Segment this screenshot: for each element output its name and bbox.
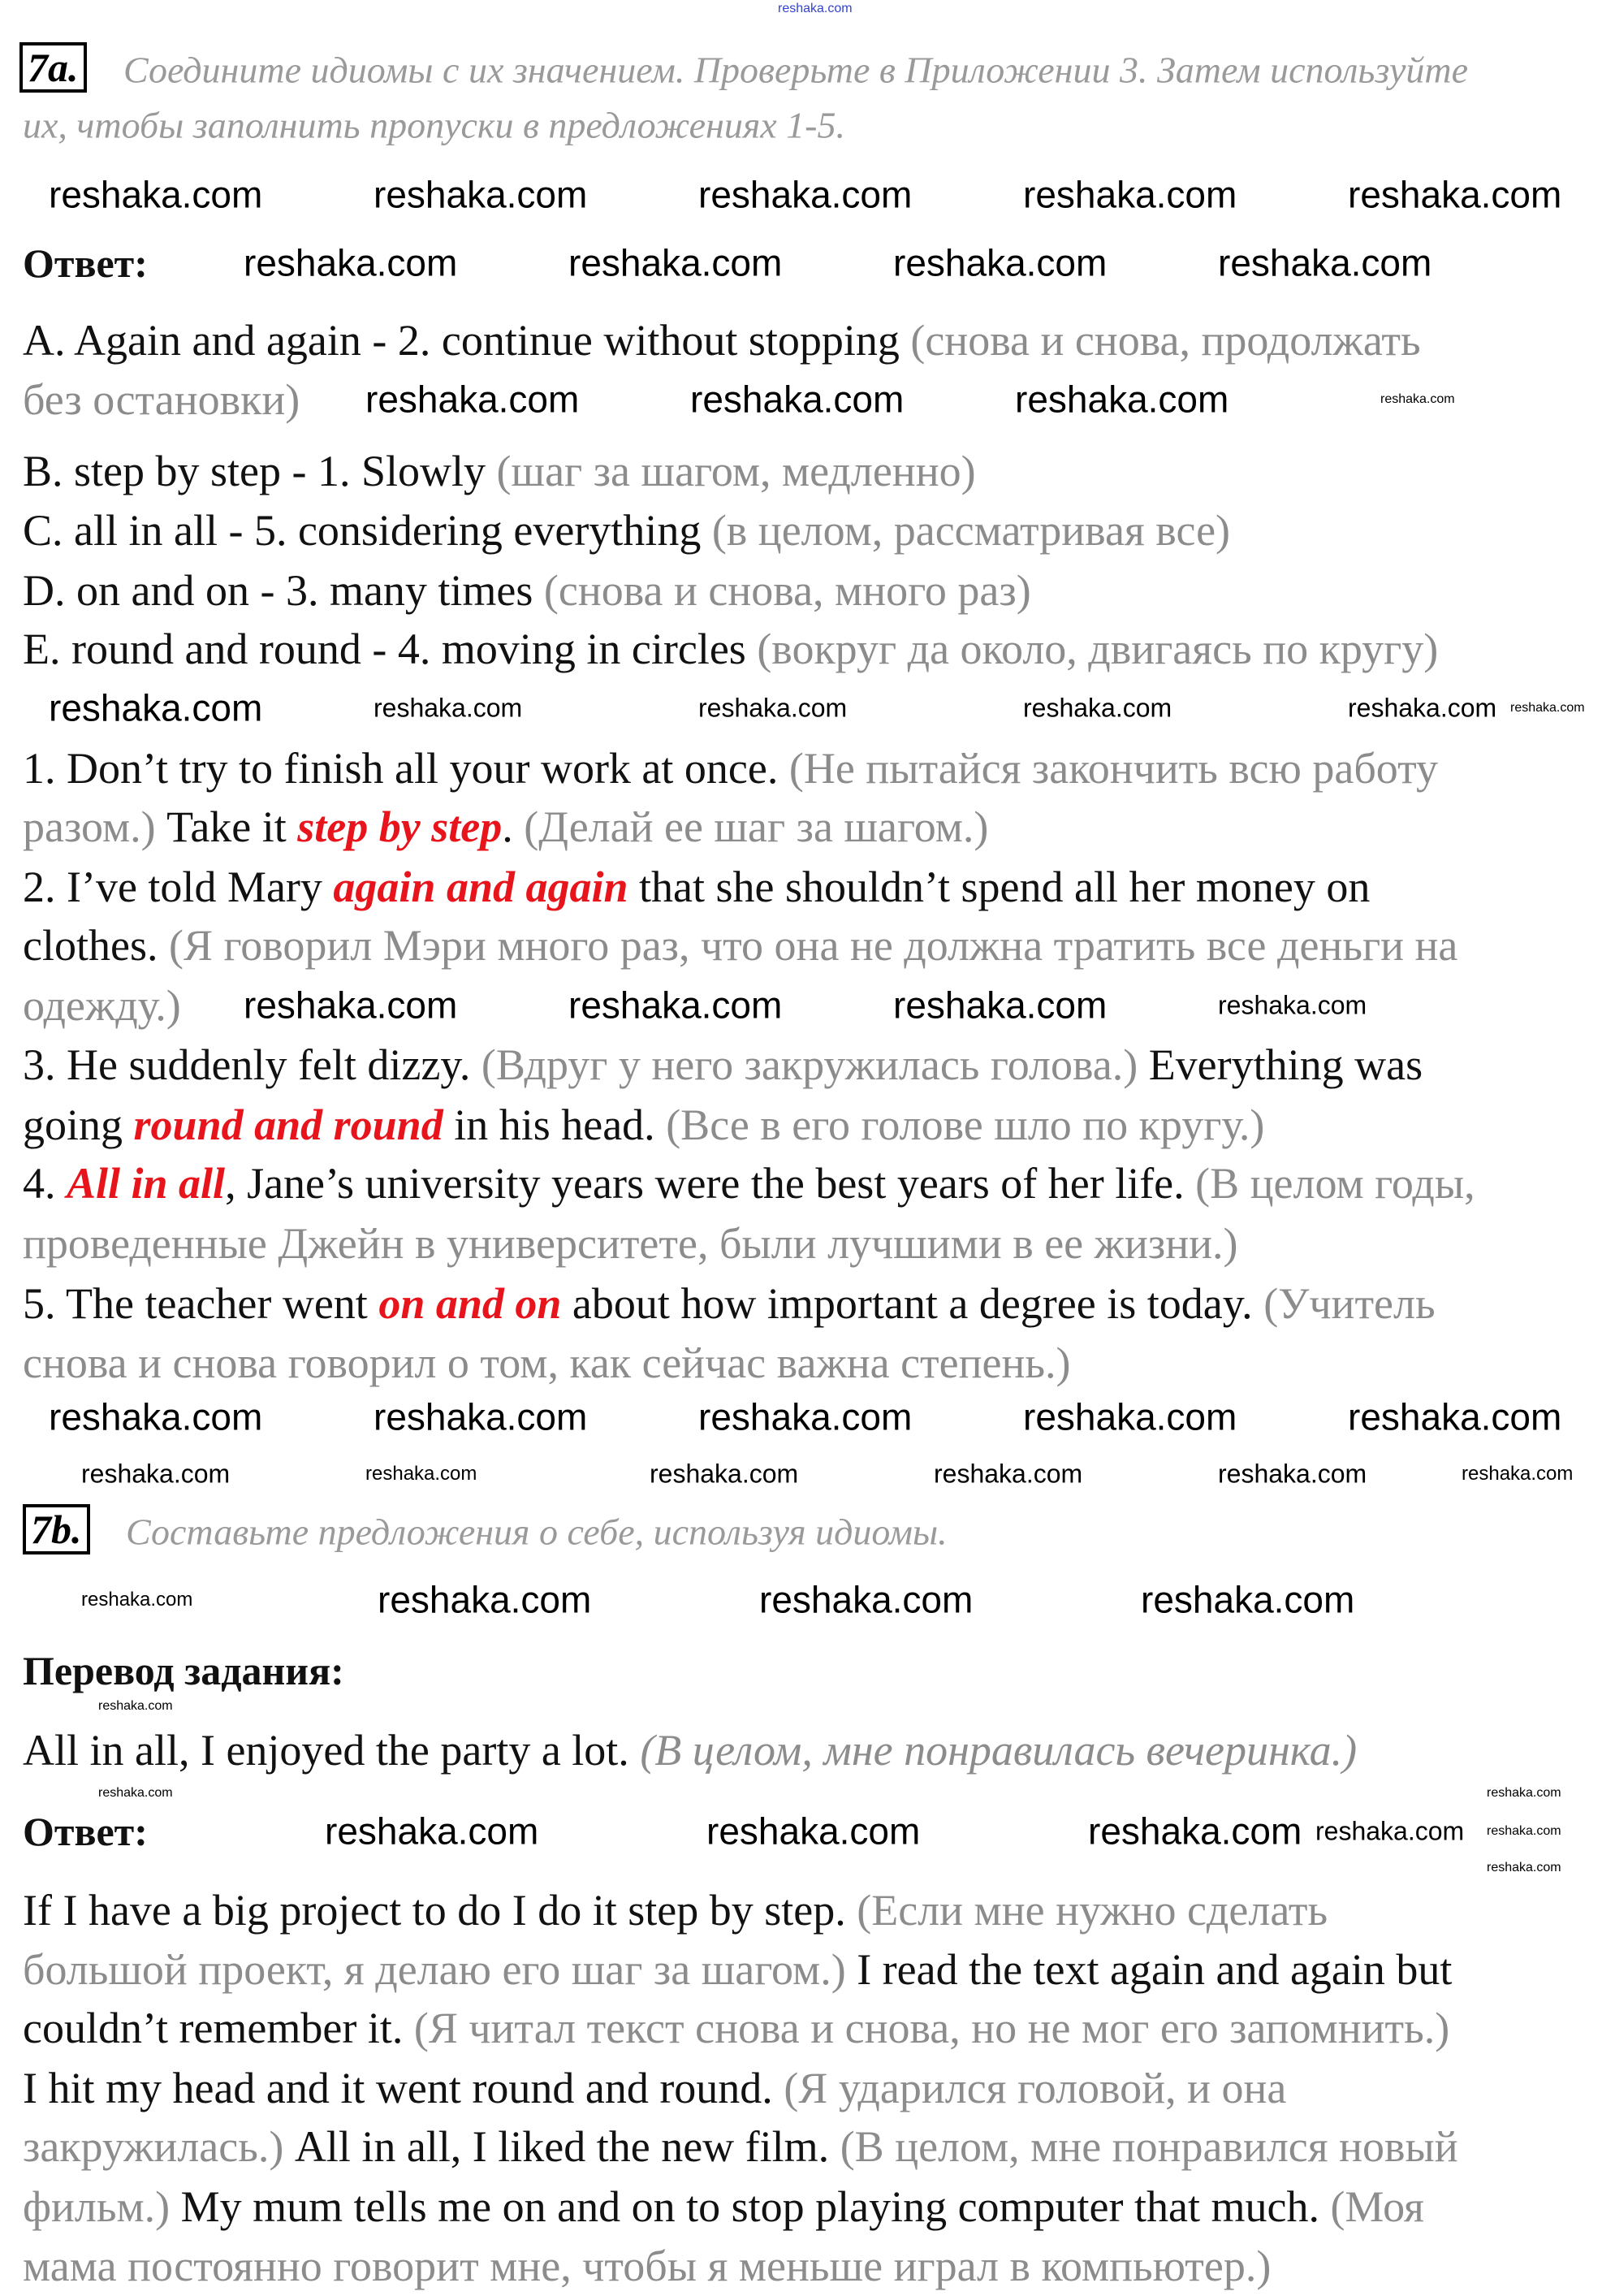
watermark: reshaka.com: [1348, 693, 1497, 723]
russian-translation: разом.): [23, 802, 167, 851]
answer-line: [23, 1035, 1423, 1095]
russian-translation: (Если мне нужно сделать: [857, 1886, 1328, 1935]
answer-line: [23, 975, 181, 1036]
answer-line: [23, 1880, 1328, 1940]
task-7b-translation-heading: Перевод задания:: [23, 1648, 344, 1693]
watermark: reshaka.com: [1487, 1786, 1561, 1801]
russian-translation: (В целом, мне понравился новый: [840, 2122, 1458, 2171]
russian-translation: (Не пытайся закончить всю работу: [788, 744, 1438, 793]
watermark: reshaka.com: [934, 1459, 1083, 1489]
watermark: reshaka.com: [98, 1786, 173, 1801]
answer-line: [23, 2117, 1458, 2177]
english-text: A. Again and again - 2. continue without stopping: [23, 316, 911, 365]
english-text: 4.: [23, 1159, 67, 1208]
answer-line: [23, 1095, 1264, 1155]
answer-line: [23, 915, 1457, 975]
watermark: reshaka.com: [759, 1578, 974, 1621]
english-text: 5. The teacher went: [23, 1279, 379, 1328]
russian-translation: (Я читал текст снова и снова, но не мог его запомнить.): [413, 2004, 1450, 2052]
watermark: reshaka.com: [706, 1810, 921, 1853]
idiom-highlight: again and again: [333, 863, 628, 911]
answer-line: [23, 441, 976, 501]
russian-translation: фильм.): [23, 2182, 181, 2231]
russian-translation: проведенные Джейн в университете, были лучшими в ее жизни.): [23, 1219, 1238, 1268]
russian-translation: (снова и снова, продолжать: [910, 316, 1421, 365]
answer-line: [23, 2058, 1286, 2118]
english-text: .: [502, 802, 525, 851]
russian-translation: (В целом годы,: [1195, 1159, 1475, 1208]
watermark: reshaka.com: [1348, 173, 1562, 216]
answer-line: [23, 1273, 1436, 1334]
english-text: , Jane’s university years were the best years of her life.: [225, 1159, 1196, 1208]
english-text: about how important a degree is today.: [561, 1279, 1264, 1328]
watermark: reshaka.com: [1487, 1824, 1561, 1839]
english-text: I read the text again and again but: [857, 1945, 1453, 1994]
english-text: in his head.: [443, 1100, 667, 1149]
watermark: reshaka.com: [568, 984, 783, 1027]
russian-translation: закружилась.): [23, 2122, 295, 2171]
task-7b-answer-heading: Ответ:: [23, 1809, 148, 1854]
english-text: E. round and round - 4. moving in circles: [23, 625, 758, 673]
english-text: I hit my head and it went round and round.: [23, 2064, 784, 2112]
watermark: reshaka.com: [1088, 1810, 1302, 1853]
watermark: reshaka.com: [690, 378, 905, 421]
russian-translation: (шаг за шагом, медленно): [496, 447, 976, 495]
answer-line: [23, 2236, 1271, 2296]
watermark: reshaka.com: [1218, 1459, 1367, 1489]
idiom-highlight: step by step: [297, 802, 503, 851]
watermark: reshaka.com: [244, 241, 458, 284]
english-text: going: [23, 1100, 134, 1149]
russian-translation: (В целом, мне понравилась вечеринка.): [640, 1726, 1358, 1775]
watermark: reshaka.com: [1218, 990, 1367, 1020]
watermark: reshaka.com: [1023, 1395, 1237, 1438]
english-text: clothes.: [23, 921, 169, 970]
russian-translation: (снова и снова, много раз): [543, 566, 1031, 615]
task-7b-label: 7b.: [23, 1504, 90, 1554]
idiom-highlight: All in all: [67, 1159, 226, 1208]
watermark: reshaka.com: [698, 693, 848, 723]
russian-translation: (Все в его голове шло по кругу.): [666, 1100, 1265, 1149]
russian-translation: одежду.): [23, 981, 181, 1030]
watermark: reshaka.com: [1315, 1816, 1465, 1846]
watermark: reshaka.com: [893, 241, 1108, 284]
answer-line: [23, 797, 988, 857]
english-text: All in all, I liked the new film.: [294, 2122, 840, 2171]
watermark: reshaka.com: [374, 1395, 588, 1438]
russian-translation: (вокруг да около, двигаясь по кругу): [757, 625, 1439, 673]
answer-line: [23, 1333, 1071, 1393]
russian-translation: (Моя: [1330, 2182, 1424, 2231]
russian-translation: (Вдруг у него закружилась голова.): [481, 1040, 1149, 1089]
watermark: reshaka.com: [374, 173, 588, 216]
answer-line: [23, 310, 1421, 370]
watermark: reshaka.com: [374, 693, 523, 723]
english-text: My mum tells me on and on to stop playing computer that much.: [180, 2182, 1331, 2231]
watermark: reshaka.com: [1380, 392, 1455, 407]
answer-line: [23, 560, 1031, 620]
answer-line: [23, 1998, 1449, 2058]
translation-line: [23, 1720, 1357, 1780]
english-text: couldn’t remember it.: [23, 2004, 414, 2052]
answer-line: [23, 500, 1230, 560]
russian-translation: (Я говорил Мэри много раз, что она не должна тратить все деньги на: [168, 921, 1458, 970]
answer-line: [23, 1939, 1452, 2000]
russian-translation: большой проект, я делаю его шаг за шагом.): [23, 1945, 857, 1994]
watermark: reshaka.com: [49, 1395, 263, 1438]
task-7a-label: 7a.: [19, 42, 87, 93]
watermark: reshaka.com: [698, 1395, 913, 1438]
answer-line: [23, 1153, 1475, 1213]
watermark: reshaka.com: [244, 984, 458, 1027]
watermark: reshaka.com: [893, 984, 1108, 1027]
english-text: D. on and on - 3. many times: [23, 566, 544, 615]
task-7a-answer-heading: Ответ:: [23, 240, 148, 286]
english-text: that she shouldn’t spend all her money on: [628, 863, 1371, 911]
answer-line: [23, 738, 1438, 798]
watermark: reshaka.com: [1141, 1578, 1355, 1621]
russian-translation: без остановки): [23, 375, 300, 424]
english-text: If I have a big project to do I do it step by step.: [23, 1886, 857, 1935]
watermark: reshaka.com: [1023, 693, 1172, 723]
watermark: reshaka.com: [650, 1459, 799, 1489]
english-text: Everything was: [1148, 1040, 1423, 1089]
russian-translation: (в целом, рассматривая все): [711, 506, 1231, 555]
answer-line: [23, 370, 300, 430]
watermark: reshaka.com: [1023, 173, 1237, 216]
answer-line: [23, 2177, 1424, 2237]
watermark: reshaka.com: [49, 173, 263, 216]
watermark: reshaka.com: [49, 686, 263, 729]
watermark: reshaka.com: [81, 1588, 193, 1611]
russian-translation: снова и снова говорил о том, как сейчас важна степень.): [23, 1338, 1071, 1387]
watermark: reshaka.com: [365, 1462, 477, 1485]
russian-translation: (Делай ее шаг за шагом.): [524, 802, 989, 851]
watermark: reshaka.com: [698, 173, 913, 216]
english-text: Take it: [166, 802, 298, 851]
watermark: reshaka.com: [1510, 701, 1585, 716]
watermark: reshaka.com: [378, 1578, 592, 1621]
english-text: All in all, I enjoyed the party a lot.: [23, 1726, 641, 1775]
watermark: reshaka.com: [1348, 1395, 1562, 1438]
russian-translation: (Я ударился головой, и она: [784, 2064, 1287, 2112]
watermark: reshaka.com: [1015, 378, 1229, 421]
english-text: 2. I’ve told Mary: [23, 863, 334, 911]
task-7a-instruction-line-1: Соедините идиомы с их значением. Проверьте в Приложении 3. Затем используйте: [123, 49, 1469, 91]
task-7a-instruction-line-2: их, чтобы заполнить пропуски в предложениях 1-5.: [23, 104, 845, 146]
watermark: reshaka.com: [568, 241, 783, 284]
watermark: reshaka.com: [365, 378, 580, 421]
answer-line: [23, 857, 1370, 917]
task-7b-instruction: Составьте предложения о себе, используя идиомы.: [126, 1511, 948, 1553]
english-text: C. all in all - 5. considering everything: [23, 506, 712, 555]
russian-translation: (Учитель: [1263, 1279, 1436, 1328]
watermark: reshaka.com: [778, 2, 853, 16]
answer-line: [23, 1213, 1237, 1273]
english-text: 3. He suddenly felt dizzy.: [23, 1040, 481, 1089]
answer-line: [23, 619, 1438, 679]
watermark: reshaka.com: [1462, 1462, 1574, 1485]
watermark: reshaka.com: [98, 1699, 173, 1714]
watermark: reshaka.com: [1487, 1861, 1561, 1875]
idiom-highlight: round and round: [133, 1100, 443, 1149]
watermark: reshaka.com: [81, 1459, 231, 1489]
idiom-highlight: on and on: [378, 1279, 562, 1328]
english-text: 1. Don’t try to finish all your work at once.: [23, 744, 789, 793]
russian-translation: мама постоянно говорит мне, чтобы я меньше играл в компьютер.): [23, 2242, 1272, 2290]
english-text: B. step by step - 1. Slowly: [23, 447, 497, 495]
watermark: reshaka.com: [1218, 241, 1432, 284]
watermark: reshaka.com: [325, 1810, 539, 1853]
